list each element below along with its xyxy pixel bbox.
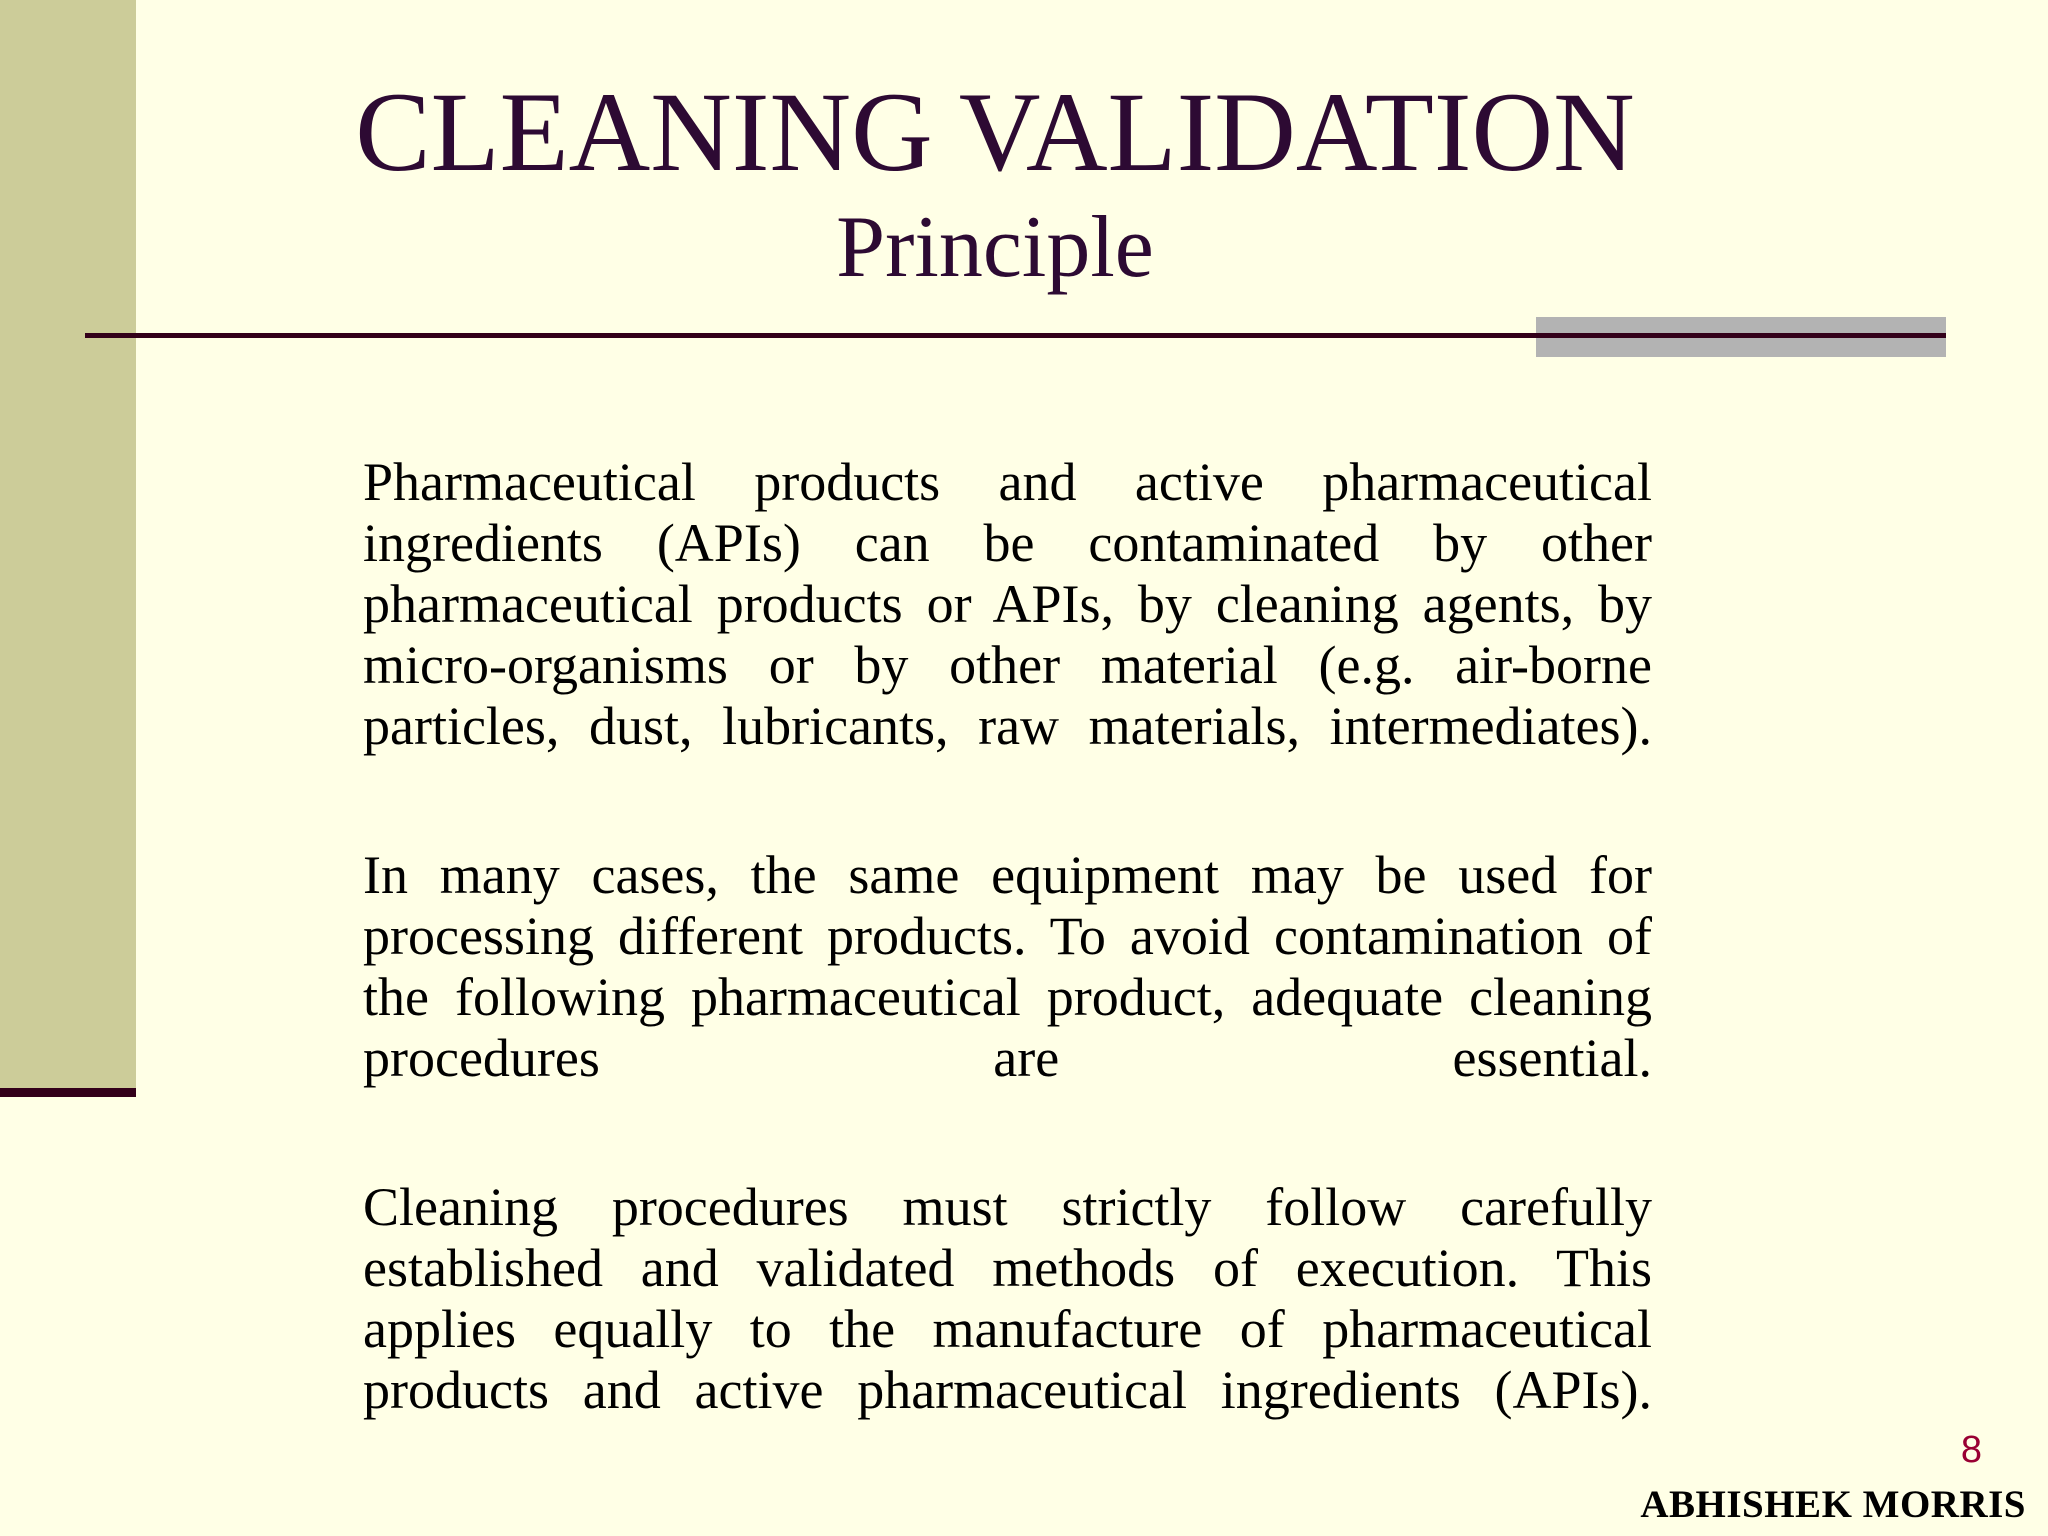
title-rule — [85, 333, 1946, 338]
left-bar-rule — [0, 1088, 136, 1097]
body-paragraph: Cleaning procedures must strictly follow carefully established and validated methods of execution. This applies equally to the manufacture of pharmaceutical products and active pharmaceutical ingredients (APIs). — [363, 1177, 1652, 1420]
body-paragraph: Pharmaceutical products and active pharmaceutical ingredients (APIs) can be contaminated by other pharmaceutical products or APIs, by cleaning agents, by micro-organisms or by other material (e.g. air-borne particles, dust, lubricants, raw materials, intermediates). — [363, 452, 1652, 756]
slide-subtitle: Principle — [836, 199, 1154, 296]
slide-title: CLEANING VALIDATION — [355, 70, 1635, 195]
slide-body — [363, 452, 1652, 1421]
author-name: ABHISHEK MORRIS — [1640, 1483, 2026, 1526]
page-number: 8 — [1960, 1429, 1982, 1471]
body-paragraph: In many cases, the same equipment may be used for processing different products. To avoid contamination of the following pharmaceutical product, adequate cleaning procedures are essential. — [363, 845, 1652, 1088]
